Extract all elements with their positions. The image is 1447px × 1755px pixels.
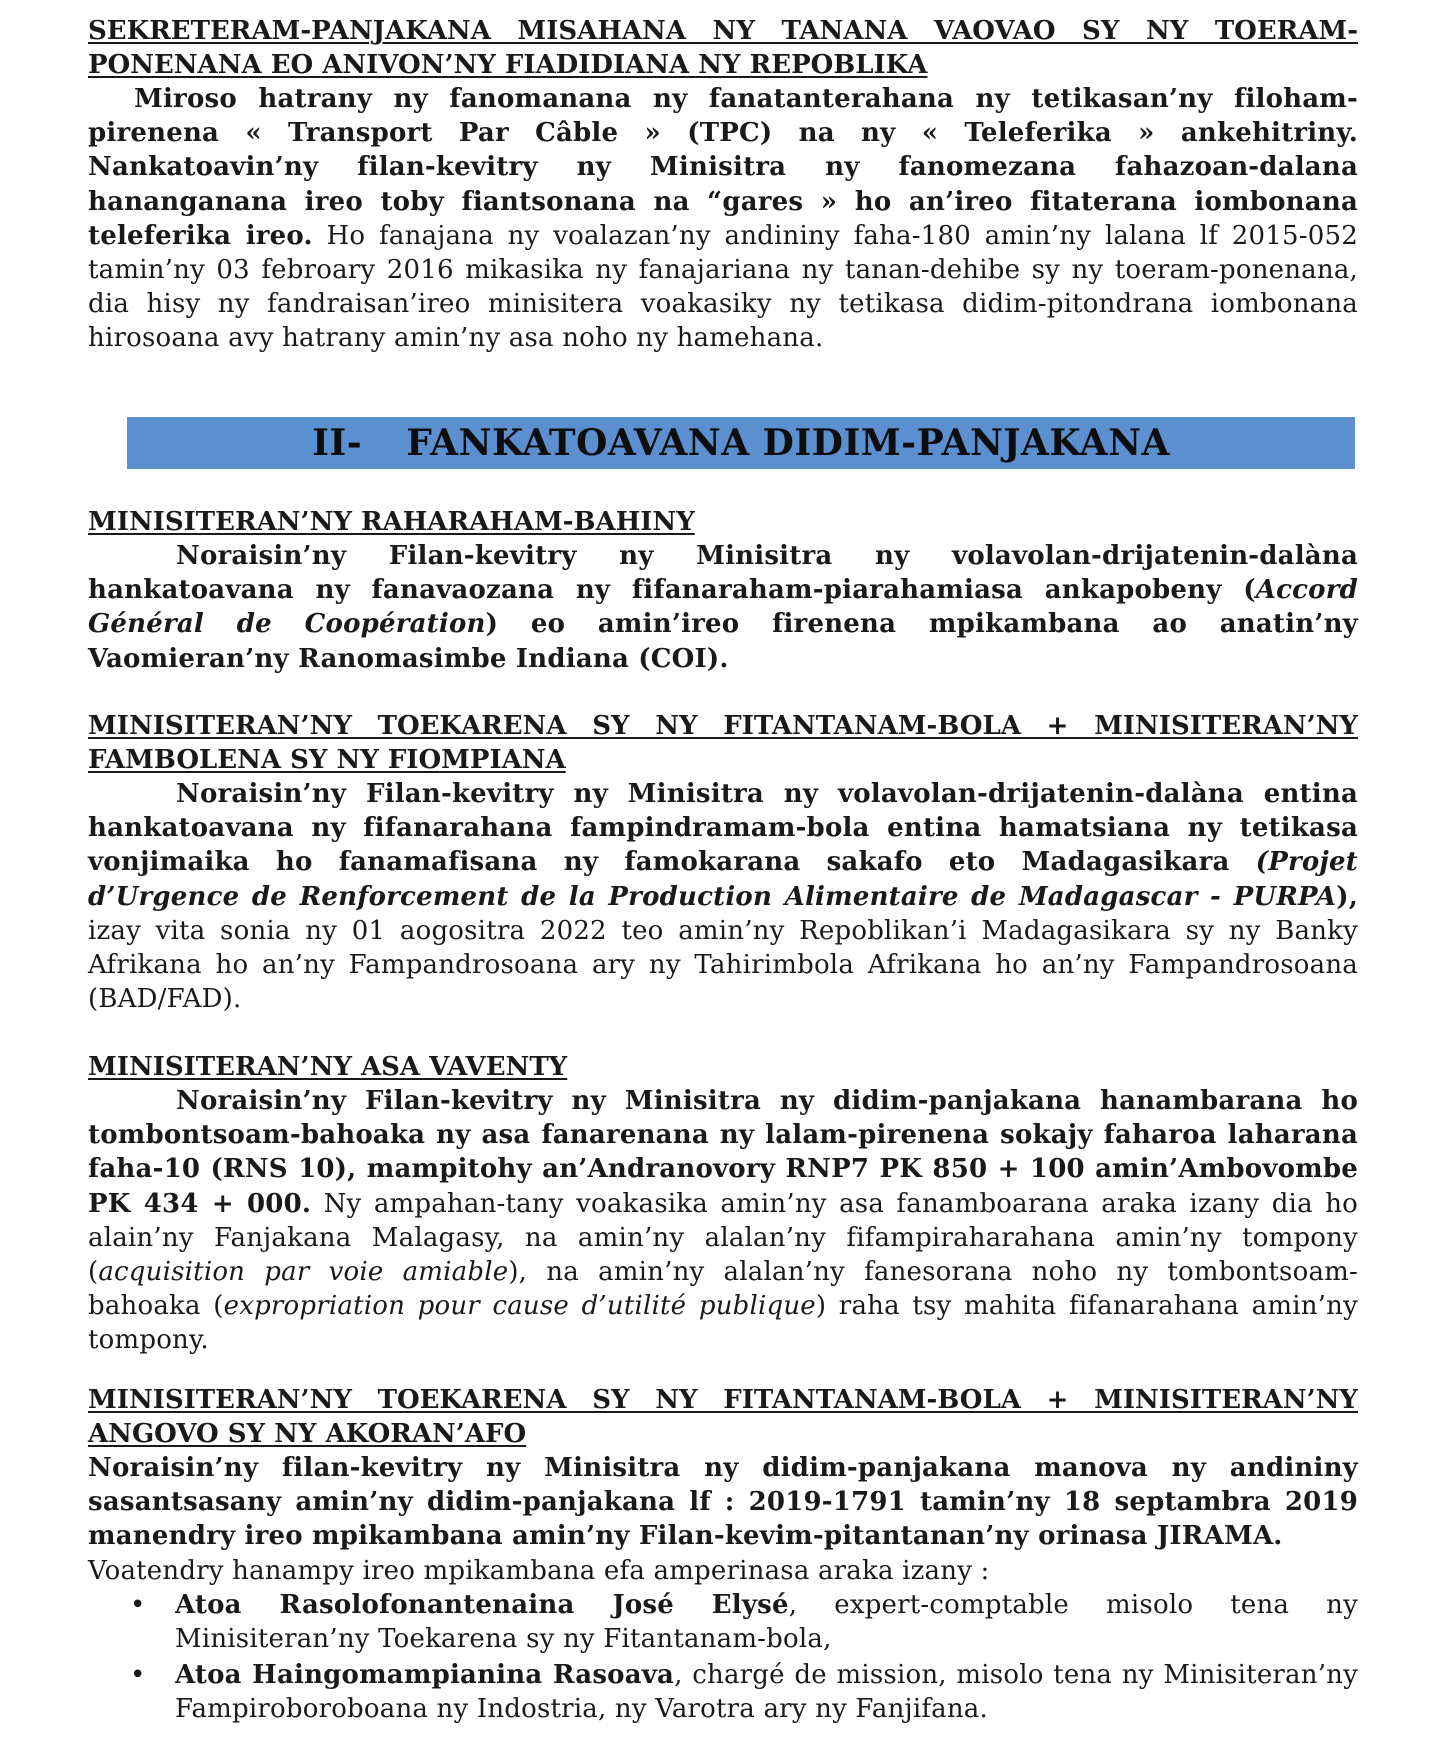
section-asa-vaventy	[88, 1050, 1358, 1358]
italic-text: (Projet d’Urgence de Renforcement de la Production Alimentaire de Madagascar - PURPA	[88, 847, 1358, 912]
appointee-list	[88, 1588, 1358, 1727]
section-paragraph	[88, 82, 1358, 356]
normal-text: Ho fanajana ny voalazan’ny andininy faha-180 amin’ny lalana lf 2015-052 tamin’ny 03 febroary 2016 mikasika ny fanajariana ny tanan-dehibe sy ny toeram-ponenana, dia hisy ny fandraisan’ireo minisitera voakasiky ny tetikasa didim-pitondrana iombonana hirosoana avy hatrany amin’ny asa noho ny hamehana.	[88, 220, 1358, 354]
appointee-role: , expert-comptable misolo tena ny Minisiteran’ny Toekarena sy ny Fitantanam-bola,	[175, 1589, 1358, 1655]
intro-line: Voatendry hanampy ireo mpikambana efa amperinasa araka izany :	[88, 1555, 990, 1586]
section-heading: MINISITERAN’NY TOEKARENA SY NY FITANTANAM-BOLA + MINISITERAN’NY FAMBOLENA SY NY FIOMPIANA	[88, 711, 1358, 775]
section-paragraph	[88, 1084, 1358, 1358]
section-paragraph: Noraisin’ny filan-kevitry ny Minisitra ny didim-panjakana manova ny andininy sasantsasany amin’ny didim-panjakana lf : 2019-1791 tamin’ny 18 septambra 2019 manendry ireo mpikambana amin’ny Filan-kevim-pitantanan’ny orinasa JIRAMA.	[88, 1453, 1358, 1552]
section-heading: MINISITERAN’NY RAHARAHAM-BAHINY	[88, 507, 695, 537]
section-raharaham-bahiny	[88, 505, 1358, 676]
banner-title: FANKATOAVANA DIDIM-PANJAKANA	[406, 422, 1170, 464]
italic-text: expropriation pour cause d’utilité publique	[223, 1291, 816, 1322]
banner-number: II-	[312, 422, 363, 464]
italic-text: Accord Général de Coopération	[88, 575, 1358, 640]
section-heading: SEKRETERAM-PANJAKANA MISAHANA NY TANANA VAOVAO SY NY TOERAM-PONENANA EO ANIVON’NY FIADIDIANA NY REPOBLIKA	[88, 16, 1358, 80]
appointee-role: , chargé de mission, misolo tena ny Minisiteran’ny Fampiroboroboana ny Indostria, ny Varotra ary ny Fanjifana.	[175, 1660, 1358, 1725]
bold-text: Noraisin’ny Filan-kevitry ny Minisitra ny didim-panjakana hanambarana ho tombontsoam-bahoaka ny asa fanarenana ny lalam-pirenena sokajy faharoa laharana faha-10 (RNS 10), mampitohy an’Andranovory RNP7 PK 850 + 100 amin’Ambovombe PK 434 + 000.	[88, 1086, 1358, 1219]
section-heading: MINISITERAN’NY ASA VAVENTY	[88, 1052, 568, 1082]
italic-text: acquisition par voie amiable	[98, 1257, 509, 1288]
bold-text: Noraisin’ny Filan-kevitry ny Minisitra ny volavolan-drijatenin-dalàna entina hankatoavana ny fifanarahana fampindramam-bola entina hamatsiana ny tetikasa vonjimaika ho fanamafisana ny famokarana sakafo eto Madagasikara	[88, 779, 1358, 878]
appointee-name: Atoa Rasolofonantenaina José Elysé	[175, 1589, 789, 1620]
section-heading: MINISITERAN’NY TOEKARENA SY NY FITANTANAM-BOLA + MINISITERAN’NY ANGOVO SY NY AKORAN’AFO	[88, 1385, 1358, 1449]
list-item	[88, 1658, 1358, 1726]
section-tanana-vaovao	[88, 14, 1358, 356]
section-paragraph	[88, 777, 1358, 1016]
normal-text: ), na amin’ny alalan’ny fanesorana noho ny tombontsoam-bahoaka (	[88, 1257, 1358, 1322]
section-toekarena-angovo	[88, 1383, 1358, 1727]
bold-text: Miroso hatrany ny fanomanana ny fanatanterahana ny tetikasan’ny filoham-pirenena « Transport Par Câble » (TPC) na ny « Teleferika » ankehitriny. Nankatoavin’ny filan-kevitry ny Minisitra ny fanomezana fahazoan-dalana hananganana ireo toby fiantsonana na “gares » ho an’ireo fitaterana iombonana teleferika ireo.	[88, 84, 1358, 251]
section-banner	[127, 417, 1355, 469]
normal-text: Ny ampahan-tany voakasika amin’ny asa fanamboarana araka izany dia ho alain’ny Fanjakana Malagasy, na amin’ny alalan’ny fifampiraharahana amin’ny tompony (	[88, 1188, 1358, 1288]
bold-text: ) eo amin’ireo firenena mpikambana ao anatin’ny Vaomieran’ny Ranomasimbe Indiana (COI).	[88, 609, 1358, 674]
list-item	[88, 1588, 1358, 1656]
section-paragraph	[88, 539, 1358, 676]
appointee-name: Atoa Haingomampianina Rasoava	[175, 1660, 675, 1691]
normal-text: ) raha tsy mahita fifanarahana amin’ny tompony.	[88, 1291, 1358, 1356]
bold-text: ),	[1336, 881, 1358, 912]
bold-text: Noraisin’ny Filan-kevitry ny Minisitra ny volavolan-drijatenin-dalàna hankatoavana ny fanavaozana ny fifanaraham-piarahamiasa ankapobeny (	[88, 541, 1358, 606]
section-toekarena-fambolena	[88, 709, 1358, 1016]
bullet-icon: •	[130, 1589, 146, 1620]
normal-text: izay vita sonia ny 01 aogositra 2022 teo amin’ny Repoblikan’i Madagasikara sy ny Banky Afrikana ho an’ny Fampandrosoana ary ny Tahirimbola Afrikana ho an’ny Fampandrosoana (BAD/FAD).	[88, 915, 1358, 1015]
bullet-icon: •	[130, 1660, 146, 1691]
